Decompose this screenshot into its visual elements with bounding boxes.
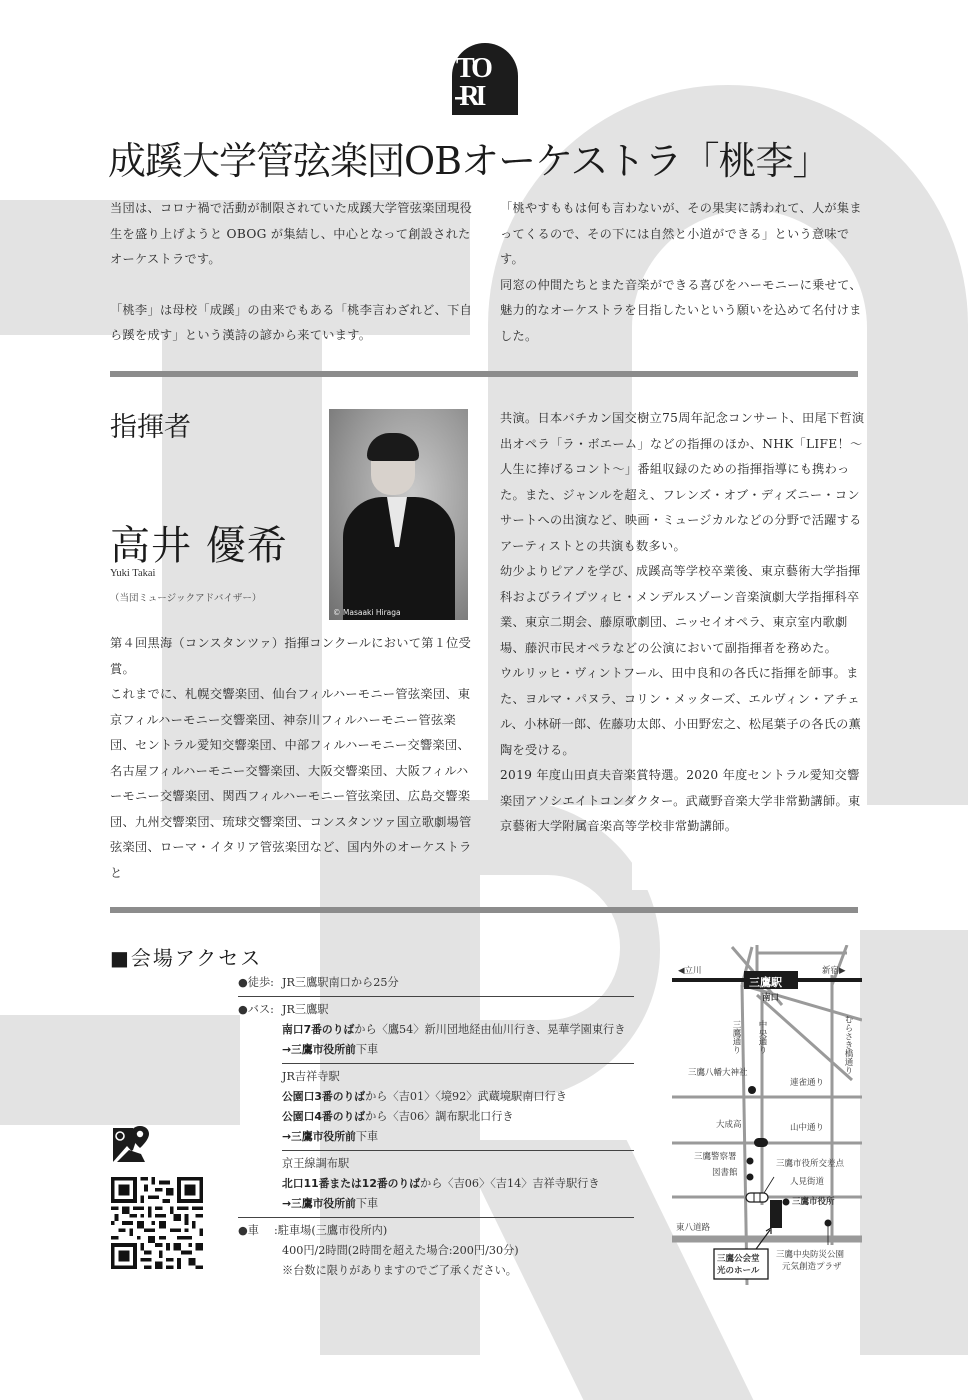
bus-station: JR三鷹駅 (282, 1003, 329, 1016)
access-bus (238, 1000, 634, 1060)
map-renjaku-dori: 連雀通り (790, 1078, 825, 1088)
conductor-photo (329, 409, 468, 620)
intro-paragraph: 「桃やすももは何も言わないが、その果実に誘われて、人が集まってくるので、その下には自然と小道ができる」という意味です。 (500, 201, 862, 266)
access-walk (238, 973, 634, 993)
bus-station: 京王線調布駅 (282, 1157, 350, 1170)
section-divider (110, 907, 858, 913)
bus-group (282, 1154, 634, 1214)
bus-get-off (282, 1127, 634, 1147)
map-city-hall: 三鷹市役所 (792, 1197, 835, 1207)
map-police: 三鷹警察署 (694, 1152, 737, 1162)
bus-group (282, 1000, 634, 1060)
access-car (238, 1221, 634, 1281)
bus-stop-bold: 公園口4番のりば (282, 1110, 366, 1123)
bus-stop-bold: 公園口3番のりば (282, 1090, 366, 1103)
map-station-label: 三鷹駅 (749, 976, 782, 989)
car-label: ●車 (238, 1224, 259, 1237)
map-label-east: 新宿▶ (822, 966, 846, 976)
google-maps-icon[interactable] (111, 1124, 151, 1164)
bio-paragraph: 第４回黒海（コンスタンツァ）指揮コンクールにおいて第１位受賞。 (110, 636, 472, 676)
bus-route: から〈鷹54〉新川団地経由仙川行き、晃華学園東行き (354, 1023, 626, 1036)
photo-credit: © Masaaki Hiraga (333, 608, 401, 617)
bio-paragraph: ウルリッヒ・ヴィントフール、田中良和の各氏に指揮を師事。また、ヨルマ・パヌラ、コリン・メッターズ、エルヴィン・アチェル、小林研一郎、佐藤功太郎、小田野宏之、松尾葉子の各氏の薫陶を受ける。 (500, 666, 862, 757)
bus-get-off (282, 1040, 634, 1060)
conductor-name-jp: 高井 優希 (110, 523, 288, 569)
car-line: :駐車場(三鷹市役所内) (274, 1224, 388, 1237)
map-venue-line1: 三鷹公会堂 (717, 1254, 760, 1264)
bus-line (282, 1020, 634, 1040)
conductor-role: （当団ミュージックアドバイザー） (110, 593, 262, 604)
conductor-name-en: Yuki Takai (110, 568, 156, 579)
access-info (238, 973, 634, 1281)
logo-text-bottom: -RI (454, 81, 483, 112)
bio-right-column (500, 406, 865, 840)
torii-logo (452, 43, 518, 115)
get-off-stop: →三鷹市役所前 (282, 1043, 356, 1056)
map-murasaki-dori: むらさき橋通り (843, 1015, 853, 1075)
map-park-line1: 三鷹中央防災公園 (776, 1250, 845, 1260)
map-south-exit: 南口 (762, 993, 780, 1003)
map-park-line2: 元気創造プラザ (782, 1262, 842, 1272)
bus-get-off (282, 1194, 634, 1214)
venue-map[interactable] (672, 945, 862, 1285)
map-chuo-dori: 中央通り (757, 1020, 767, 1054)
bio-left-column (110, 631, 475, 886)
access-separator (238, 996, 634, 997)
access-separator (282, 1063, 634, 1064)
intro-right-column (500, 196, 865, 349)
access-heading: ■会場アクセス (110, 946, 263, 970)
map-library: 図書館 (712, 1168, 738, 1178)
walk-label: ●徒歩: (238, 976, 274, 989)
map-label-west: ◀立川 (678, 966, 702, 976)
bus-group (282, 1067, 634, 1147)
map-hachiman-shrine: 三鷹八幡大神社 (688, 1068, 748, 1078)
bus-line (282, 1174, 634, 1194)
intro-paragraph: 同窓の仲間たちとまた音楽ができる喜びをハーモニーに乗せて、魅力的なオーケストラを目指したいという願いを込めて名付けました。 (500, 277, 862, 343)
bus-line (282, 1107, 634, 1127)
get-off-stop: →三鷹市役所前 (282, 1197, 356, 1210)
bus-station: JR吉祥寺駅 (282, 1070, 340, 1083)
intro-paragraph: 「桃李」は母校「成蹊」の由来でもある「桃李言わざれど、下自ら蹊を成す」という漢詩の諺から来ています。 (110, 302, 473, 342)
bus-route: から〈吉06〉調布駅北口行き (365, 1110, 514, 1123)
map-higashihachi: 東八道路 (676, 1223, 711, 1233)
bus-stop-bold: 北口11番または12番のりば (282, 1177, 421, 1190)
get-off-text: 下車 (355, 1043, 379, 1056)
access-separator (282, 1150, 634, 1151)
intro-paragraph: 当団は、コロナ禍で活動が制限されていた成蹊大学管弦楽団現役生を盛り上げようと OBOG が集結し、中心となって創設されたオーケストラです。 (110, 201, 473, 266)
map-venue-line2: 光のホール (717, 1266, 760, 1276)
bio-paragraph: 2019 年度山田貞夫音楽賞特選。2020 年度セントラル愛知交響楽団アソシエイトコンダクター。武蔵野音楽大学非常勤講師。東京藝術大学附属音楽高等学校非常勤講師。 (500, 768, 861, 833)
map-mitaka-dori: 三鷹通り (731, 1020, 741, 1054)
map-crossing: 三鷹市役所交差点 (776, 1159, 845, 1169)
intro-left-column (110, 196, 475, 349)
bus-line (282, 1087, 634, 1107)
bio-paragraph: 幼少よりピアノを学び、成蹊高等学校卒業後、東京藝術大学指揮科およびライプツィヒ・メンデルスゾーン音楽演劇大学指揮科卒業、東京二期会、藤原歌劇団、ニッセイオペラ、東京室内歌劇場、藤沢市民オペラなどの公演において副指揮者を務めた。 (500, 564, 861, 655)
qr-code[interactable] (111, 1177, 203, 1269)
photo-figure-hair (367, 433, 419, 461)
access-separator (238, 1217, 634, 1218)
get-off-text: 下車 (355, 1130, 379, 1143)
car-line: 400円/2時間(2時間を超えた場合:200円/30分) (282, 1244, 519, 1257)
conductor-heading: 指揮者 (110, 412, 191, 443)
car-line: ※台数に限りがありますのでご了承ください。 (282, 1264, 517, 1277)
walk-text: JR三鷹駅南口から25分 (282, 976, 399, 989)
get-off-stop: →三鷹市役所前 (282, 1130, 356, 1143)
bus-route: から〈吉01〉〈境92〉武蔵境駅南口行き (365, 1090, 567, 1103)
map-taisei-high: 大成高 (716, 1120, 742, 1130)
logo-text-top: TO (456, 53, 490, 84)
map-yamanaka-dori: 山中通り (790, 1123, 825, 1133)
get-off-text: 下車 (355, 1197, 379, 1210)
map-hitomi-kaido: 人見街道 (790, 1177, 825, 1187)
bus-route: から〈吉06〉〈吉14〉吉祥寺駅行き (420, 1177, 600, 1190)
bio-paragraph: これまでに、札幌交響楽団、仙台フィルハーモニー管弦楽団、東京フィルハーモニー交響楽団、神奈川フィルハーモニー管弦楽団、セントラル愛知交響楽団、中部フィルハーモニー交響楽団、名古屋フィルハーモニー交響楽団、大阪交響楽団、大阪フィルハーモニー交響楽団、関西フィルハーモニー管弦楽団、広島交響楽団、九州交響楽団、琉球交響楽団、コンスタンツァ国立歌劇場管弦楽団、ローマ・イタリア管弦楽団など、国内外のオーケストラと (110, 687, 472, 880)
bus-label: ●バス: (238, 1003, 274, 1016)
bus-stop-bold: 南口7番のりば (282, 1023, 355, 1036)
bio-paragraph: 共演。日本バチカン国交樹立75周年記念コンサート、田尾下哲演出オペラ「ラ・ボエーム」などの指揮のほか、NHK「LIFE！～人生に捧げるコント～」番組収録のための指揮指導にも携わった。また、ジャンルを超え、フレンズ・オブ・ディズニー・コンサートへの出演など、映画・ミュージカルなどの分野で活躍するアーティストとの共演も数多い。 (500, 411, 865, 553)
section-divider (110, 371, 858, 377)
page-title: 成蹊大学管弦楽団OBオーケストラ「桃李」 (108, 139, 830, 183)
